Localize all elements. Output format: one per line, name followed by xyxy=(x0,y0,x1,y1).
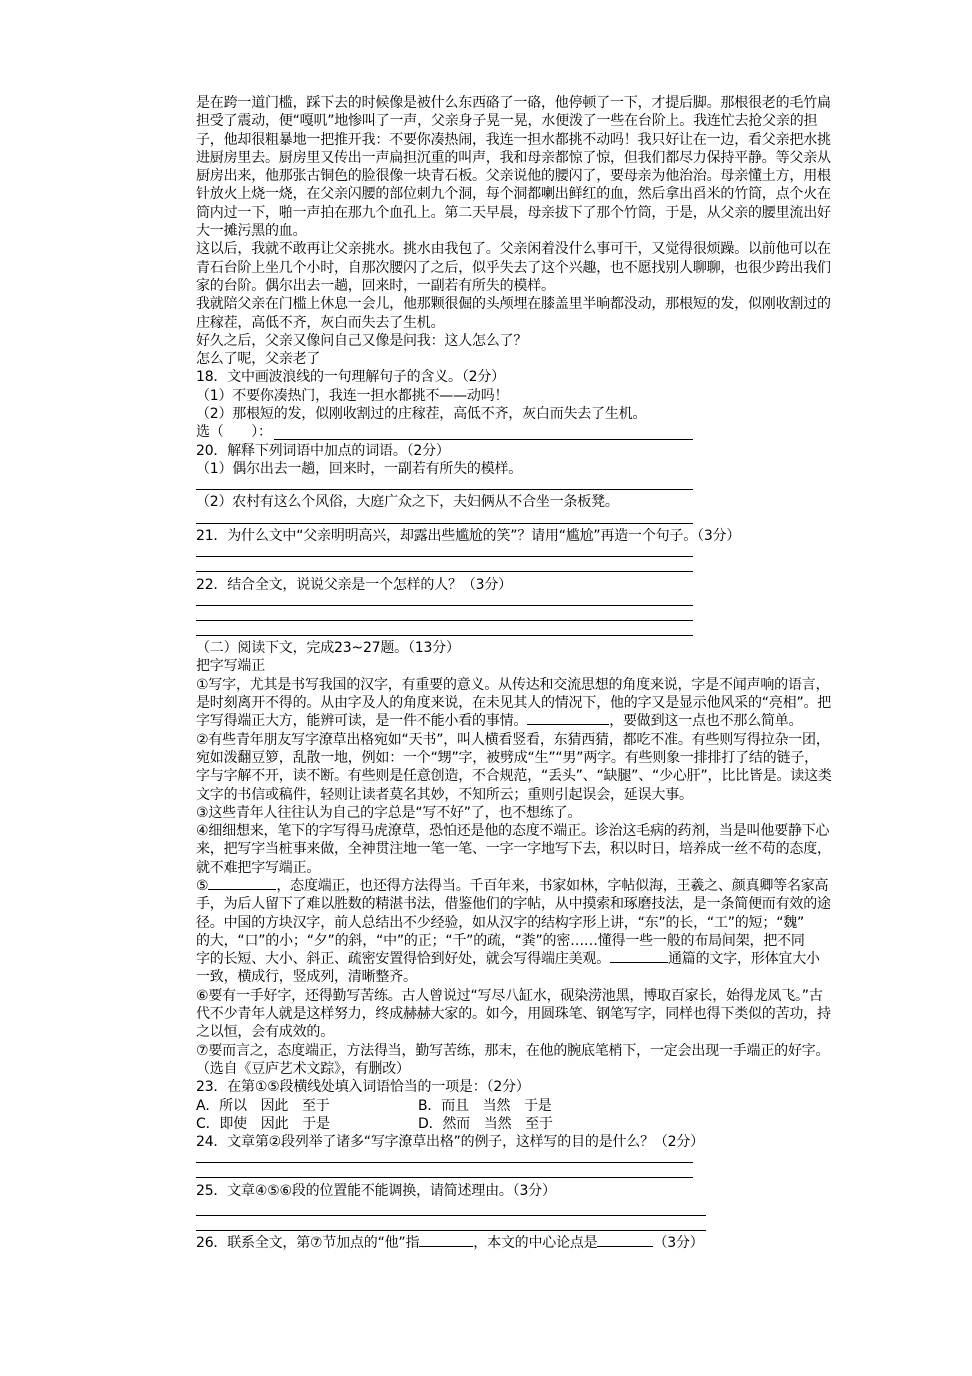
passage-line: 这以后，我就不敢再让父亲挑水。挑水由我包了。父亲闲着没什么事可干，又觉得很烦躁。以前他可以在 xyxy=(196,241,831,258)
article-line: 之以恒，会有成效的。 xyxy=(196,1024,334,1041)
article-line: 宛如泼翻豆箩，乱散一地，例如：一个“甥”字，被劈成“生”“男”两字。有些则象一排排打了结的链子， xyxy=(196,749,818,766)
article-text: ，要做到这一点也不那么简单。 xyxy=(609,713,803,730)
options-row xyxy=(196,1097,846,1115)
passage-line: 针放火上烧一烧，在父亲闪腰的部位刺九个洞，每个洞都喇出鲜红的血，然后拿出舀米的竹筒，点个火在 xyxy=(196,186,831,203)
answer-line[interactable] xyxy=(196,545,693,557)
question-26 xyxy=(196,1234,846,1252)
select-label: 选（ ）： xyxy=(196,424,272,441)
answer-line[interactable] xyxy=(196,560,693,572)
question-stem: 18．文中画波浪线的一句理解句子的含义。（2分） xyxy=(196,369,505,386)
article-line: 一致，横成行，竖成列，清晰整齐。 xyxy=(196,969,417,986)
passage-line: 进厨房里去。厨房里又传出一声扁担沉重的叫声，我和母亲都惊了惊，但我们都尽力保持平静。等父亲从 xyxy=(196,149,831,166)
article-text: 字的长短、大小、斜正、疏密安置得恰到好处，就会写得端庄美观。 xyxy=(196,951,610,968)
article-line: 手，为后人留下了难以胜数的精湛书法，借鉴他们的字帖，从中摸索和琢磨技法，是一条简便而有效的途 xyxy=(196,896,831,913)
question-stem: 24．文章第②段列举了诸多“写字潦草出格”的例子，这样写的目的是什么？（2分） xyxy=(196,1134,704,1151)
section-2 xyxy=(196,639,846,1078)
option-d[interactable]: D．然而 当然 至于 xyxy=(418,1115,553,1132)
answer-line[interactable] xyxy=(196,1219,706,1231)
answer-blank[interactable] xyxy=(419,1234,473,1247)
option-a[interactable]: A．所以 因此 至于 xyxy=(196,1097,330,1114)
article-line: 代不少青年人就是这样努力，终成赫赫大家的。如今，用圆珠笔、钢笔写字，同样也得下类似的苦功，持 xyxy=(196,1006,831,1023)
passage-line: 厨房出来，他那张古铜色的脸很像一块青石板。父亲说他的腰闪了，要母亲为他治治。母亲懂土方，用根 xyxy=(196,168,831,185)
question-stem: 23．在第①⑤段横线处填入词语恰当的一项是：（2分） xyxy=(196,1079,530,1096)
question-stem xyxy=(196,1234,846,1252)
question-stem: 22．结合全文，说说父亲是一个怎样的人？（3分） xyxy=(196,576,512,593)
passage-line: 我就陪父亲在门槛上休息一会儿，他那颗很倔的头颅埋在膝盖里半晌都没动，那根短的发，似刚收割过的 xyxy=(196,296,831,313)
option-c[interactable]: C．即使 因此 于是 xyxy=(196,1115,330,1132)
article-line: ②有些青年朋友写字潦草出格宛如“天书”，叫人横看竖看，东猜西猜，都吃不准。有些则写得拉杂一团， xyxy=(196,731,830,748)
passage-line: 大一摊污黑的血。 xyxy=(196,223,307,240)
fill-blank-1[interactable] xyxy=(527,712,609,725)
question-stem: 21．为什么文中“父亲明明高兴，却露出些尴尬的笑”？请用“尴尬”再造一个句子。（3分） xyxy=(196,527,741,544)
question-24 xyxy=(196,1133,846,1178)
question-18 xyxy=(196,368,846,441)
question-text: （3分） xyxy=(653,1234,704,1251)
passage-line: 是在跨一道门槛，踩下去的时候像是被什么东西硌了一硌，他停顿了一下，才提后脚。那根很老的毛竹扁 xyxy=(196,95,831,111)
options-row xyxy=(196,1115,846,1133)
answer-line[interactable] xyxy=(196,512,693,524)
passage-line: 好久之后，父亲又像问自己又像是问我：这人怎么了？ xyxy=(196,332,528,349)
question-22 xyxy=(196,576,846,636)
fill-blank-2[interactable] xyxy=(208,877,276,890)
article-title: 把字写端正 xyxy=(196,658,265,675)
passage-line: 怎么了呢，父亲老了 xyxy=(196,351,321,368)
passage-line: 家的台阶。偶尔出去一趟，回来时，一副若有所失的模样。 xyxy=(196,277,555,294)
answer-line[interactable] xyxy=(196,1166,693,1178)
article-line: 是时刻离开不得的。从由字及人的角度来说，在未见其人的情况下，他的字又是显示他风采的“亮相”。把 xyxy=(196,695,832,712)
passage-line: 庄稼茬，高低不齐，灰白而失去了生机。 xyxy=(196,314,445,331)
article-line: ④细细想来，笔下的字写得马虎潦草，恐怕还是他的态度不端正。诊治这毛病的药剂，当是叫他要静下心 xyxy=(196,823,830,840)
answer-blank[interactable] xyxy=(597,1234,653,1247)
question-23 xyxy=(196,1078,846,1133)
answer-line[interactable] xyxy=(196,1151,693,1163)
answer-blank[interactable] xyxy=(274,427,693,440)
answer-line[interactable] xyxy=(196,624,693,636)
article-text: ，态度端正，也还得方法得当。千百年来，书家如林，字帖似海，王羲之、颜真卿等名家高 xyxy=(276,877,829,894)
question-20 xyxy=(196,442,846,524)
article-line: ①写字，尤其是书写我国的汉字，有重要的意义。从传达和交流思想的角度来说，字是不闻声响的语言， xyxy=(196,676,830,693)
article-source: （选自《豆庐艺术文踪》，有删改） xyxy=(196,1060,410,1077)
article-line: 就不难把字写端正。 xyxy=(196,859,321,876)
article-line: ⑥要有一手好字，还得勤写苦练。古人曾说过“写尽八缸水，砚染涝池黑，博取百家长，始得龙凤飞。”古 xyxy=(196,987,823,1004)
question-21 xyxy=(196,527,846,572)
exam-page xyxy=(196,94,846,1252)
article-line: 的大，“口”的小；“夕”的斜，“中”的正；“千”的疏，“粪”的密……懂得一些一般的布局间架，把不同 xyxy=(196,932,805,949)
article-line: 文字的书信或稿件，轻则让读者莫名其妙，不知所云；重则引起误会，延误大事。 xyxy=(196,786,693,803)
answer-line[interactable] xyxy=(196,609,693,621)
passage-line: 子，他却很粗暴地一把推开我：不要你凑热闹，我连一担水都挑不动吗！我只好让在一边，看父亲把水挑 xyxy=(196,131,831,148)
article-line xyxy=(196,950,846,968)
question-item: （1）不要你凑热门，我连一担水都挑不——动吗！ xyxy=(196,387,509,404)
passage-line: 筒内过一下，啪一声拍在那九个血孔上。第二天早晨，母亲拔下了那个竹筒，于是，从父亲的腰里流出好 xyxy=(196,204,831,221)
article-line: 来，把写字当桩事来做，全神贯注地一笔一笔、一字一字地写下去，积以时日，培养成一丝不苟的态度， xyxy=(196,841,831,858)
article-text: 字写得端正大方，能辨可读，是一件不能小看的事情。 xyxy=(196,713,528,730)
paragraph-number: ⑤ xyxy=(196,877,209,894)
question-stem: 25．文章④⑤⑥段的位置能不能调换，请简述理由。（3分） xyxy=(196,1183,556,1200)
answer-line[interactable] xyxy=(196,1201,706,1216)
question-text: 26．联系全文，第⑦节加点的“他”指 xyxy=(196,1234,420,1251)
question-item: （1）偶尔出去一趟，回来时，一副若有所失的模样。 xyxy=(196,460,523,477)
article-line: 径。中国的方块汉字，前人总结出不少经验，如从汉字的结构字形上讲，“东”的长，“工”的短；“魏” xyxy=(196,914,805,931)
article-text: 通篇的文字，形体宜大小 xyxy=(668,951,820,968)
article-line xyxy=(196,877,846,895)
question-stem: 20．解释下列词语中加点的词语。（2分） xyxy=(196,442,450,459)
select-line xyxy=(196,423,846,441)
question-item: （2）农村有这么个风俗，大庭广众之下，夫妇俩从不合坐一条板凳。 xyxy=(196,494,619,511)
passage-line: 青石台阶上坐几个小时，自那次腰闪了之后，似乎失去了这个兴趣，也不愿找别人聊聊，也很少跨出我们 xyxy=(196,259,831,276)
section-heading: （二）阅读下文，完成23~27题。（13分） xyxy=(196,640,460,657)
question-item: （2）那根短的发，似刚收割过的庄稼茬，高低不齐，灰白而失去了生机。 xyxy=(196,406,647,423)
question-text: ，本文的中心论点是 xyxy=(473,1234,598,1251)
answer-line[interactable] xyxy=(196,594,693,606)
article-line xyxy=(196,712,846,730)
option-b[interactable]: B．而且 当然 于是 xyxy=(418,1097,552,1114)
article-line: ⑦要而言之，态度端正，方法得当，勤写苦练，那末，在他的腕底笔梢下，一定会出现一手端正的好字。 xyxy=(196,1042,830,1059)
answer-line[interactable] xyxy=(196,478,693,490)
article-line: ③这些青年人往往认为自己的字总是“写不好”了，也不想练了。 xyxy=(196,804,582,821)
article-line: 字与字解不开，读不断。有些则是任意创造，不合规范，“丢头”、“缺腿”、“少心肝”，比比皆是。读这类 xyxy=(196,768,832,785)
fill-blank-3[interactable] xyxy=(610,950,668,963)
question-25 xyxy=(196,1182,846,1230)
passage-1 xyxy=(196,94,846,368)
passage-line: 担受了震动，便“嘎叽”地惨叫了一声，父亲身子晃一晃，水便泼了一些在台阶上。我连忙去抢父亲的担 xyxy=(196,113,818,130)
